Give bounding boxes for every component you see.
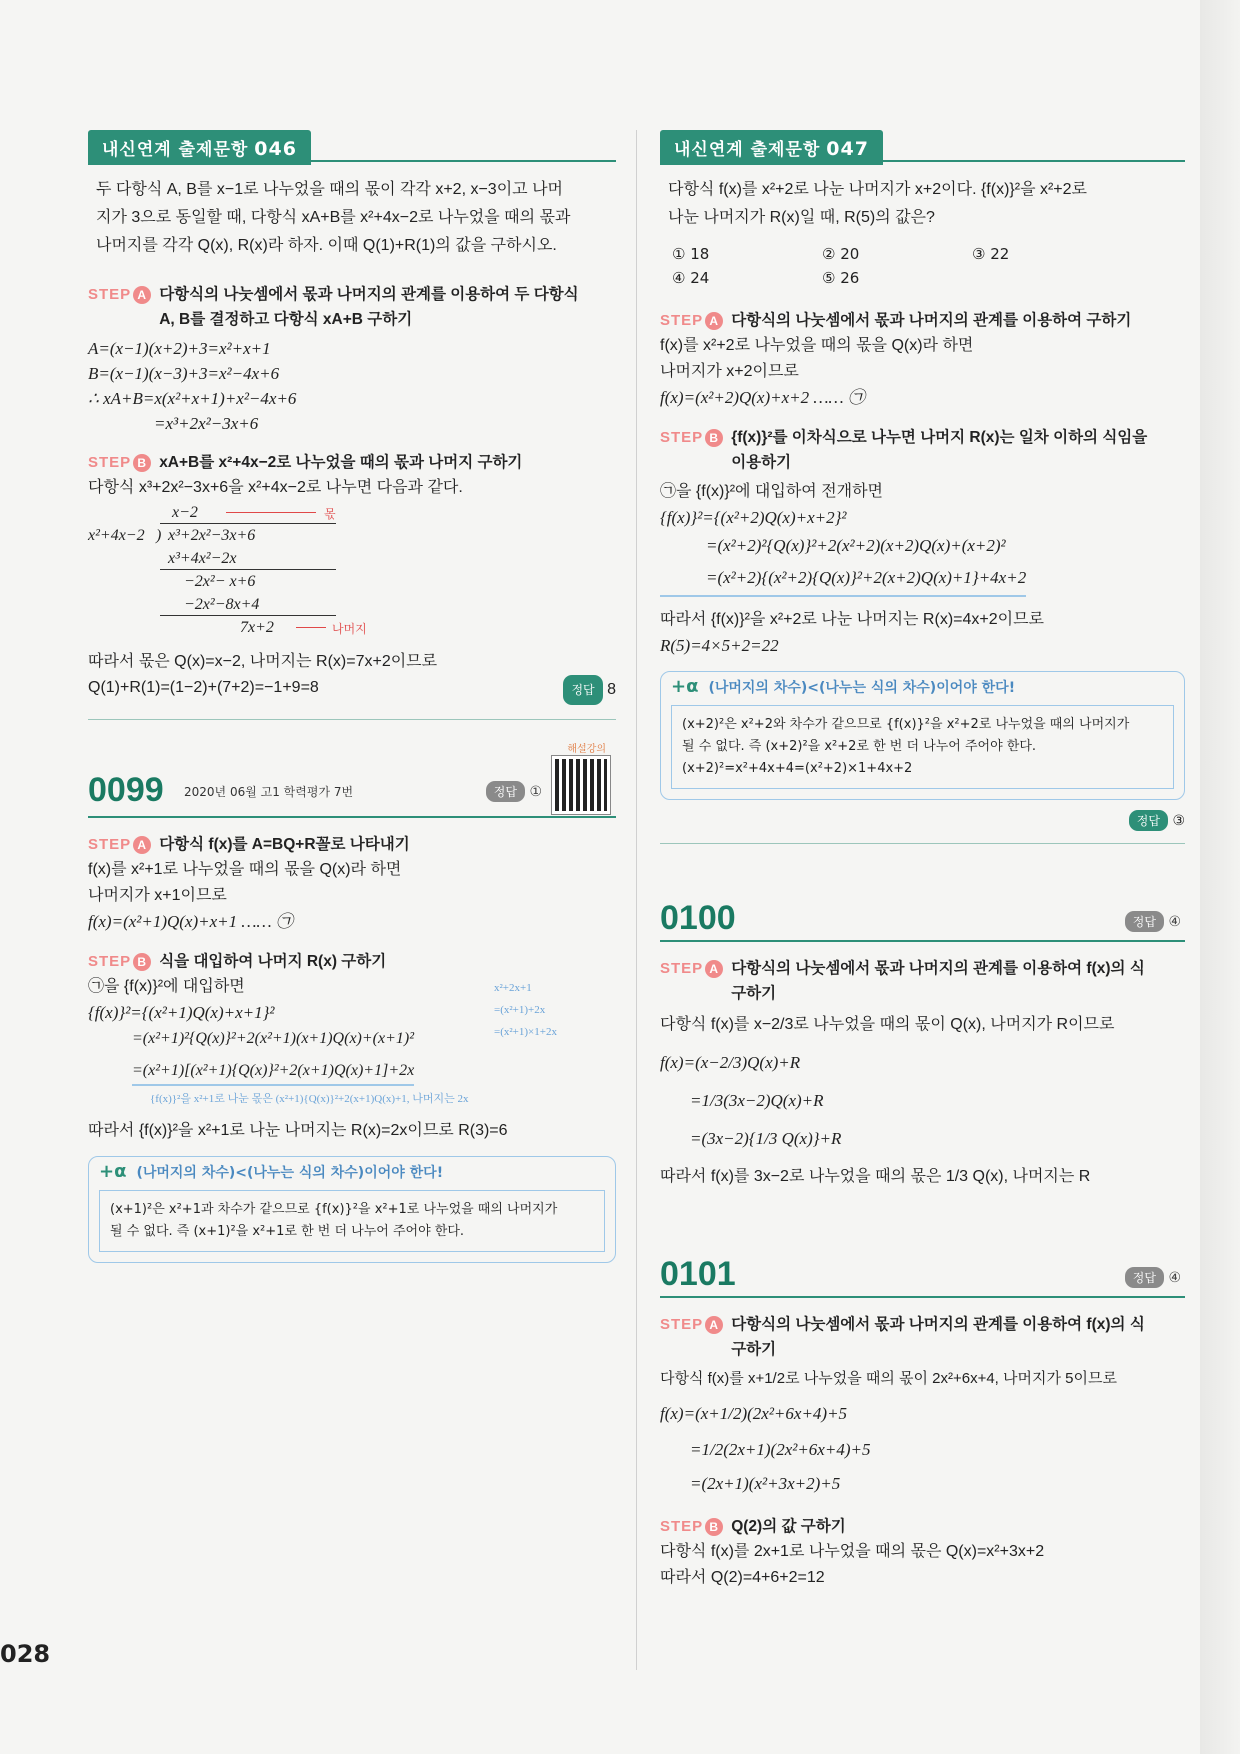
q046-question: 두 다항식 A, B를 x−1로 나누었을 때의 몫이 각각 x+2, x−3이고 나머 지가 3으로 동일할 때, 다항식 xA+B를 x²+4x−2로 나누었을 때의 몫과 나머지를 각각 Q(x), R(x)라 하자. 이때 Q(1)+R(1)의 값을 구하시오. [96,181,571,254]
p0100-header [660,884,1185,942]
p0099-step-b: STEP B 식을 대입하여 나머지 R(x) 구하기 [88,953,387,970]
q046-header [88,130,616,162]
q046-conclusion-2: Q(1)+R(1)=(1−2)+(7+2)=−1+9=8 정답 8 [88,675,616,701]
q047-question: 다항식 f(x)를 x²+2로 나눈 나머지가 x+2이다. {f(x)}²을 x²+2로 나눈 나머지가 R(x)일 때, R(5)의 값은? [668,181,1088,226]
p0101-header [660,1240,1185,1298]
div-row-3: −2x²−8x+4 [184,596,260,613]
div-row-2: −2x²− x+6 [184,573,256,590]
right-column: 내신연계 출제문항 047 다항식 f(x)를 x²+2로 나눈 나머지가 x+2이다. {f(x)}²을 x²+2로 나눈 나머지가 R(x)일 때, R(5)의 값은? ① 18 ② 20 ③ 22 ④ 24 ⑤ 26 STEP A 다항식의 나눗셈에서 몫과 나머지의 관계를 이용하여 구하기 f(x)를 x²+2로 나누었을 때의 몫을 Q(x)라 하면 나머지가 x+2이므로 f(x)=(x²+2)Q(x)+x+2 …… ㉠ STEP B {f(x)}²를 이차식으로 나누면 나머지 R(x)는 일차 이하의 식임을 이용하기 ㉠을 {f(x)}²에 대입하여 전개하면 {f(x)}²={(x²+2)Q(x)+x+2}² =(x²+2)²{Q(x)}²+2(x²+2)(x+2)Q(x)+(x+2)² =(x²+2){(x²+2){Q(x)}²+2(x+2)Q(x)+1}+4x+2 따라서 {f(x)}²을 x²+2로 나눈 나머지는 R(x)=4x+2이므로 R(5)=4×5+2=22 +α (나머지의 차수)<(나누는 식의 차수)이어야 한다! (x+2)²은 x²+2와 차수가 같으므로 {f(x)}²을 x²+2로 나누었을 때의 나머지가 될 수 없다. 즉 (x+2)²을 x²+2로 한 번 더 나누어 주어야 한다. (x+2)²=x²+4x+4=(x²+2)×1+4x+2 정답 ③ 0100 정답 ④ STEP A 다항식의 나눗셈에서 몫과 나머지의 관계를 이용하여 f(x)의 식 구하기 다항식 f(x)를 x−2/3로 나누었을 때의 몫이 Q(x), 나머지가 R이므로 f(x)=(x−2/3)Q(x)+R =1/3(3x−2)Q(x)+R =(3x−2){1/3 Q(x)}+R 따라서 f(x)를 3x−2로 나누었을 때의 몫은 1/3 Q(x), 나머지는 R 0101 정답 ④ STEP A 다항식의 나눗셈에서 몫과 나머지의 관계를 이용하여 f(x)의 식 구하기 다항식 f(x)를 x+1/2로 나누었을 때의 몫이 2x²+6x+4, 나머지가 5이므로 f(x)=(x+1/2)(2x²+6x+4)+5 =1/2(2x+1)(2x²+6x+4)+5 =(2x+1)(x²+3x+2)+5 STEP B Q(2)의 값 구하기 다항식 f(x)를 2x+1로 나누었을 때의 몫은 Q(x)=x²+3x+2 따라서 Q(2)=4+6+2=12 [660,130,1185,1591]
p0099-step-a: STEP A 다항식 f(x)를 A=BQ+R꼴로 나타내기 [88,836,410,853]
qr-code-icon[interactable] [552,756,610,814]
quotient-label: 몫 [324,507,336,521]
page-edge-shadow [1200,0,1240,1754]
column-divider [636,130,637,1670]
p0099-step-a-line: f(x)=(x²+1)Q(x)+x+1 …… ㉠ [88,912,293,931]
p0099-step-a-line: 나머지가 x+1이므로 [88,887,227,904]
choice-3: ③ 22 [972,245,1010,263]
div-remainder: 7x+2 [240,619,274,636]
q047-header [660,130,1185,162]
answer-badge: 정답 [1129,810,1168,831]
answer-badge: 정답 [563,675,602,705]
p0099-plus-alpha-box: +α (나머지의 차수)<(나누는 식의 차수)이어야 한다! (x+1)²은 x²+1과 차수가 같으므로 {f(x)}²을 x²+1로 나누었을 때의 나머지가 될 수 없다. 즉 (x+1)²을 x²+1로 한 번 더 나누어 주어야 한다. [88,1156,616,1263]
q046-answer: 8 [607,681,616,698]
div-row-1: x³+4x²−2x [168,550,237,567]
choice-1: ① 18 [672,245,710,263]
p0099-answer: ① [529,784,542,800]
answer-badge: 정답 [1125,911,1164,932]
side-note: x²+2x+1 [494,982,532,994]
p0100-number: 0100 [660,899,736,937]
answer-badge: 정답 [486,781,525,802]
p0100-step-a: STEP A 다항식의 나눗셈에서 몫과 나머지의 관계를 이용하여 f(x)의 식 구하기 [660,960,1145,1002]
q047-step-b: STEP B {f(x)}²를 이차식으로 나누면 나머지 R(x)는 일차 이하의 식임을 이용하기 [660,429,1148,471]
q046-conclusion-1: 따라서 몫은 Q(x)=x−2, 나머지는 R(x)=7x+2이므로 [88,653,438,670]
remainder-label: 나머지 [332,622,367,636]
div-divisor: x²+4x−2 [88,527,145,544]
p0101-answer: ④ [1168,1270,1181,1286]
p0099-source: 2020년 06월 고1 학력평가 7번 [184,785,354,799]
qr-label: 해설강의 [567,744,606,755]
div-quotient: x−2 [172,504,198,521]
plus-alpha-icon: +α [671,676,699,697]
p0101-step-b: STEP B Q(2)의 값 구하기 [660,1518,846,1535]
q046-step-a: STEP A 다항식의 나눗셈에서 몫과 나머지의 관계를 이용하여 두 다항식 A, B를 결정하고 다항식 xA+B 구하기 [88,286,579,328]
quotient-arrow [226,512,316,513]
q046-step-a-work: A=(x−1)(x+2)+3=x²+x+1 B=(x−1)(x−3)+3=x²−4x+6 ∴ xA+B=x(x²+x+1)+x²−4x+6 =x³+2x²−3x+6 [88,339,297,433]
div-dividend: x³+2x²−3x+6 [168,527,256,544]
left-column [88,130,616,1263]
side-note: =(x²+1)+2x [494,1004,546,1016]
answer-badge: 정답 [1125,1267,1164,1288]
q047-answer: ③ [1172,813,1185,829]
q047-choices [672,242,1175,290]
q047-plus-alpha-box: +α (나머지의 차수)<(나누는 식의 차수)이어야 한다! (x+2)²은 x²+2와 차수가 같으므로 {f(x)}²을 x²+2로 나누었을 때의 나머지가 될 수 없다. 즉 (x+2)²을 x²+2로 한 번 더 나누어 주어야 한다. (x+2)²=x²+4x+4=(x²+2)×1+4x+2 [660,671,1185,800]
side-note: =(x²+1)×1+2x [494,1026,557,1038]
q046-step-b-intro: 다항식 x³+2x²−3x+6을 x²+4x−2로 나누면 다음과 같다. [88,479,463,496]
long-division: x−2 몫 x²+4x−2 ) x³+2x²−3x+6 x³+4x²−2x −2x²− x+6 −2x²−8x+4 7x+2 나머지 [88,501,616,641]
choice-2: ② 20 [822,245,860,263]
choice-4: ④ 24 [672,269,710,287]
q047-tag: 내신연계 출제문항 047 [660,130,883,165]
page-number: 028 [0,1640,51,1668]
choice-5: ⑤ 26 [822,269,860,287]
p0101-step-a: STEP A 다항식의 나눗셈에서 몫과 나머지의 관계를 이용하여 f(x)의 식 구하기 [660,1316,1145,1358]
p0099-step-a-line: f(x)를 x²+1로 나누었을 때의 몫을 Q(x)라 하면 [88,861,402,878]
p0099-expansion: ㉠을 {f(x)}²에 대입하면 {f(x)}²={(x²+1)Q(x)+x+1}² =(x²+1)²{Q(x)}²+2(x²+1)(x+1)Q(x)+(x+1)² =(x²+1)[(x²+1){Q(x)}²+2(x+1)Q(x)+1]+2x x²+2x+1 =(x²+1)+2x =(x²+1)×1+2x {f(x)}²을 x²+1로 나눈 몫은 (x²+1){Q(x)}²+2(x+1)Q(x)+1, 나머지는 2x [88,978,557,1105]
p0101-number: 0101 [660,1255,736,1293]
remainder-arrow [296,627,326,628]
p0099-header [88,744,616,812]
p0099-number: 0099 [88,771,164,809]
q046-step-b: STEP B xA+B를 x²+4x−2로 나누었을 때의 몫과 나머지 구하기 [88,454,523,471]
p0099-conclusion: 따라서 {f(x)}²을 x²+1로 나눈 나머지는 R(x)=2x이므로 R(3)=6 [88,1122,508,1139]
bottom-note: {f(x)}²을 x²+1로 나눈 몫은 (x²+1){Q(x)}²+2(x+1)Q(x)+1, 나머지는 2x [150,1093,469,1105]
q047-step-a: STEP A 다항식의 나눗셈에서 몫과 나머지의 관계를 이용하여 구하기 [660,312,1132,329]
plus-alpha-icon: +α [99,1161,127,1182]
p0100-answer: ④ [1168,914,1181,930]
q046-tag: 내신연계 출제문항 046 [88,130,311,165]
section-divider [88,719,616,720]
